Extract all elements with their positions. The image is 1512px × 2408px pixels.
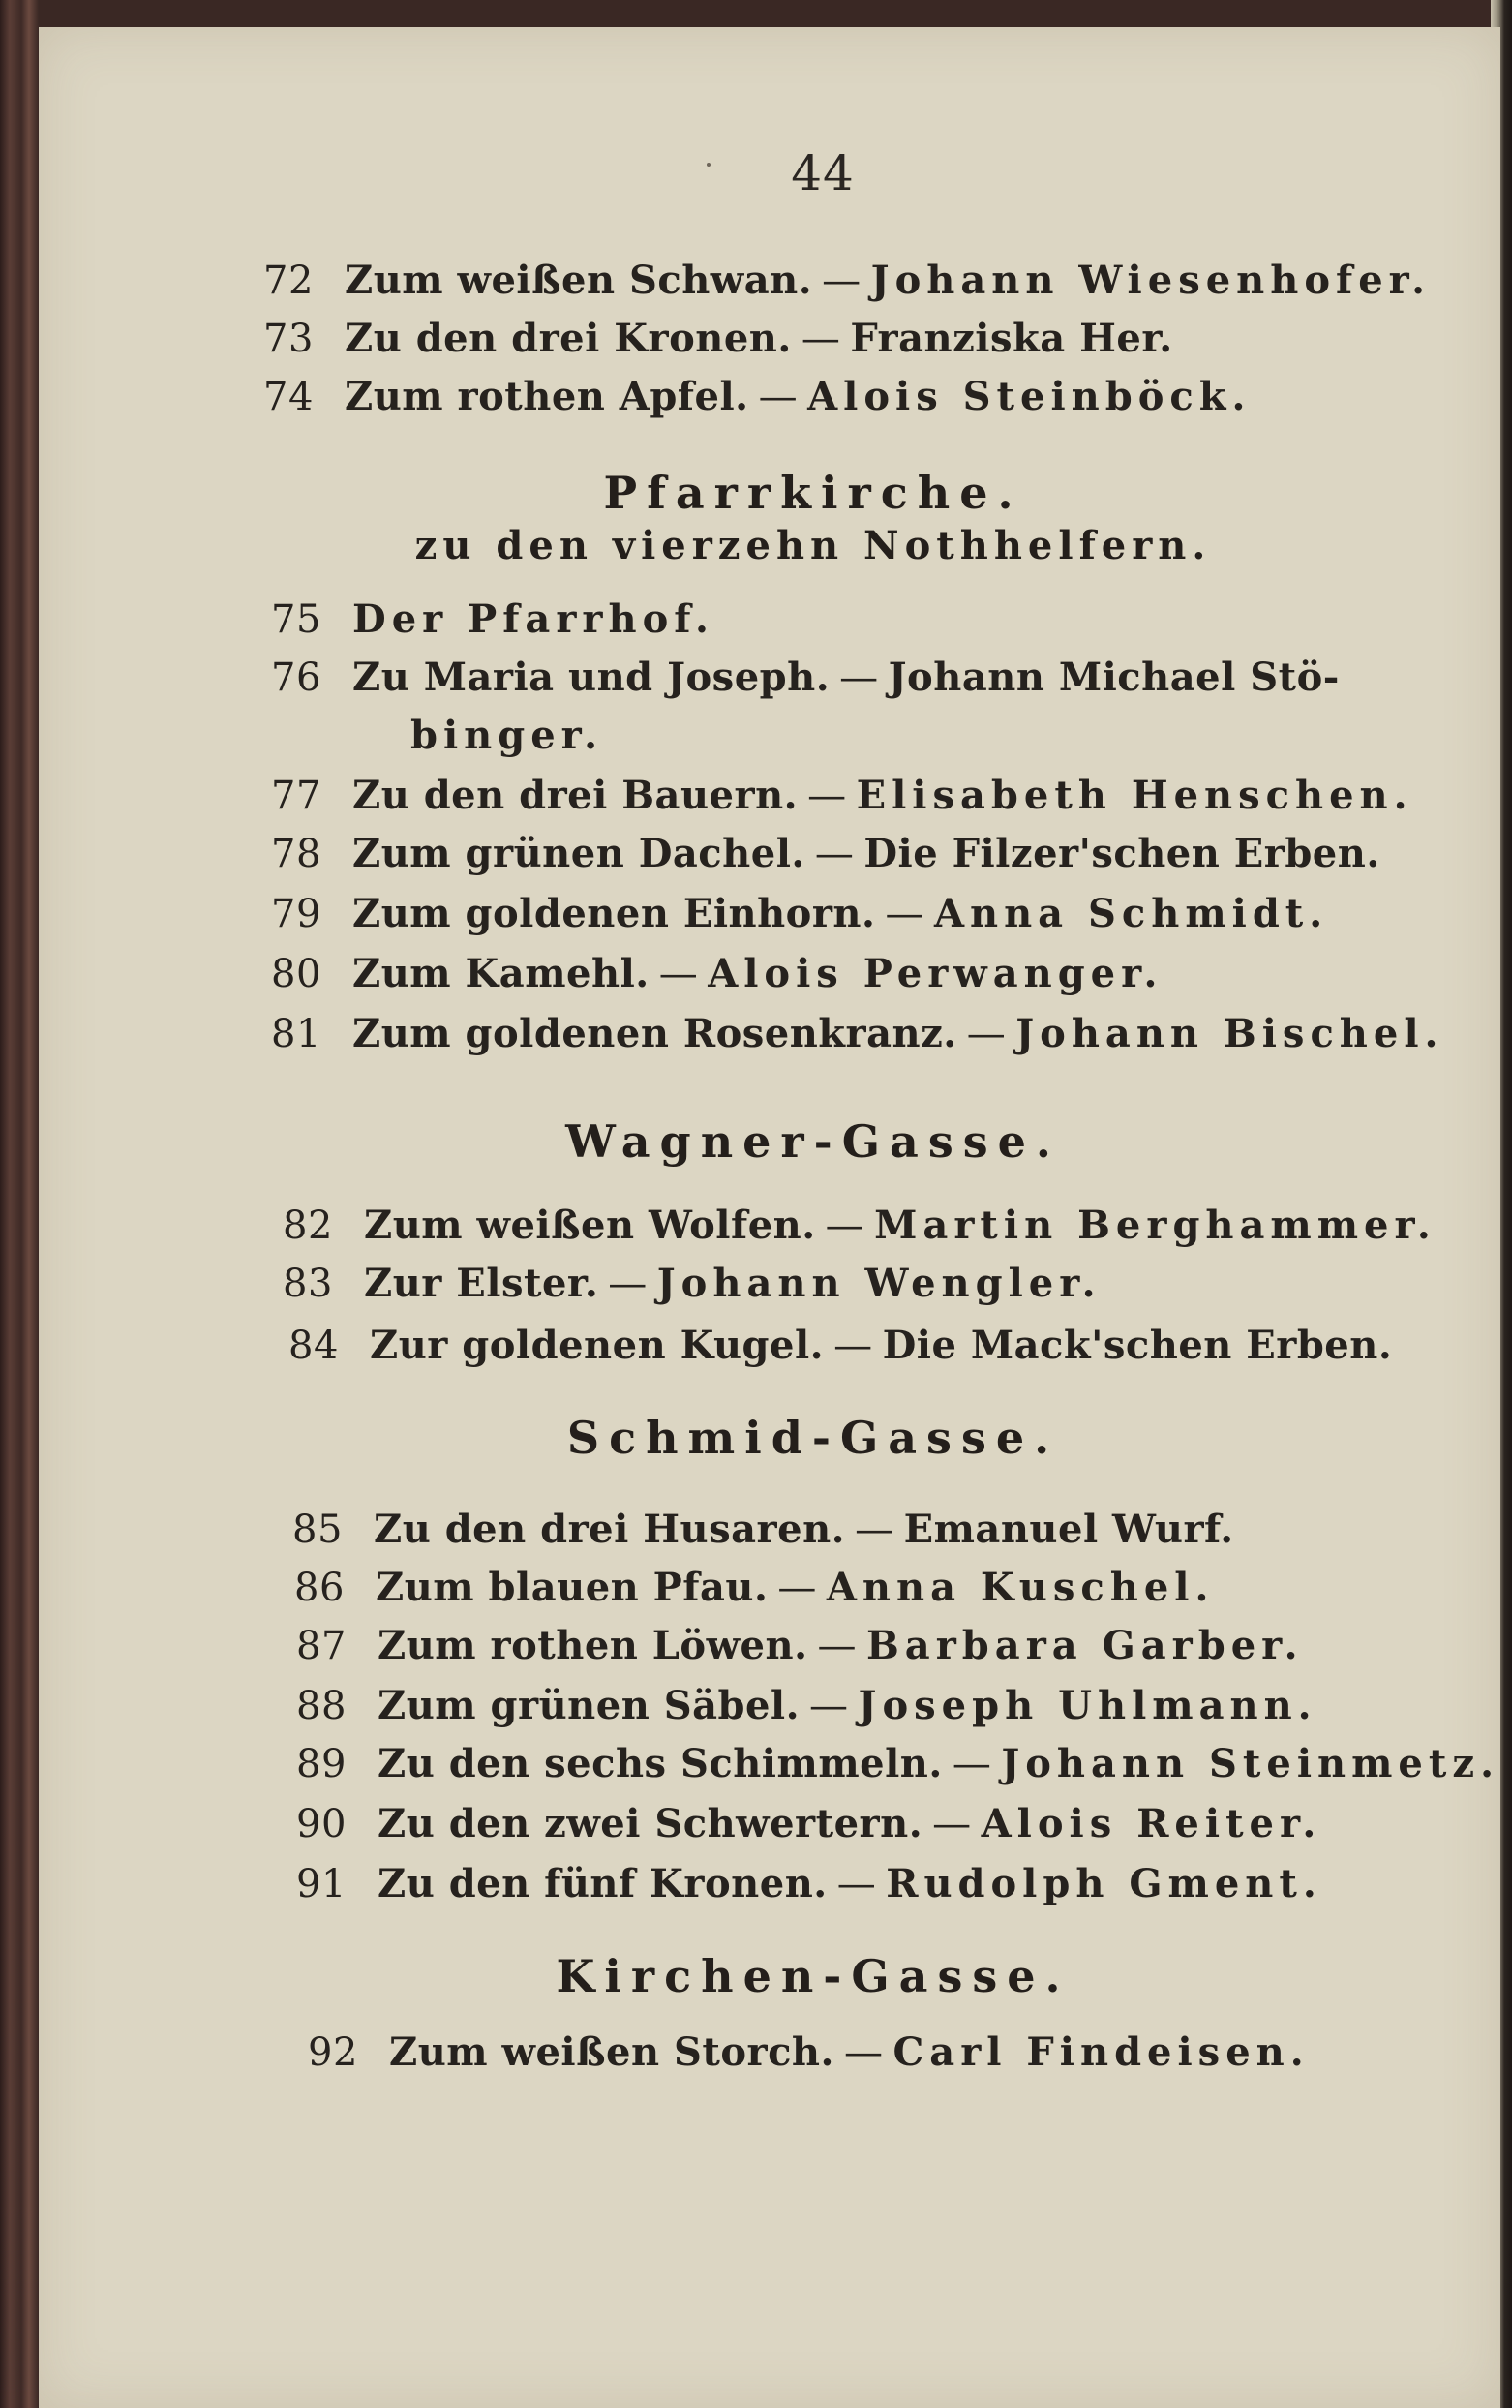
entry-dash: — <box>952 1742 992 1786</box>
entry-number: 92 <box>308 2030 358 2075</box>
house-owner: Anna Schmidt. <box>933 891 1329 936</box>
house-owner: Carl Findeisen. <box>892 2029 1310 2075</box>
entry-74 <box>263 370 1251 424</box>
entry-number: 81 <box>271 1012 321 1056</box>
house-owner: Barbara Garber. <box>866 1623 1304 1668</box>
house-sign: Zu den zwei Schwertern. <box>378 1801 923 1846</box>
entry-dash: — <box>809 1684 849 1728</box>
entry-92 <box>308 2026 1310 2080</box>
house-sign: Der Pfarrhof. <box>352 596 714 642</box>
entry-89 <box>296 1737 1499 1791</box>
house-sign: Zum grünen Säbel. <box>378 1683 801 1728</box>
entry-86 <box>294 1561 1214 1615</box>
entry-81 <box>271 1007 1443 1061</box>
house-owner: Johann Bischel. <box>1015 1011 1444 1056</box>
house-owner: Franziska Her. <box>850 316 1173 361</box>
entry-number: 75 <box>271 597 321 642</box>
entry-dash: — <box>822 259 862 303</box>
entry-number: 85 <box>292 1508 343 1552</box>
entry-number: 80 <box>271 952 321 996</box>
entry-76 <box>271 651 1340 705</box>
entry-dash: — <box>843 2030 884 2075</box>
house-owner: Johann Wengler. <box>656 1261 1102 1306</box>
entry-number: 91 <box>296 1862 347 1906</box>
entry-75 <box>271 593 714 647</box>
house-owner: Joseph Uhlmann. <box>858 1683 1317 1728</box>
entry-number: 73 <box>263 317 314 361</box>
house-sign: Zum weißen Wolfen. <box>364 1203 816 1248</box>
entry-number: 76 <box>271 655 321 700</box>
entry-dash: — <box>966 1012 1007 1056</box>
paper-speck <box>707 163 711 167</box>
entry-number: 88 <box>296 1684 347 1728</box>
entry-90 <box>296 1797 1321 1851</box>
house-owner: Johann Michael Stö- <box>888 655 1340 700</box>
entry-number: 77 <box>271 774 321 818</box>
entry-number: 72 <box>263 259 314 303</box>
house-owner: Elisabeth Henschen. <box>856 773 1413 818</box>
entry-dash: — <box>777 1566 817 1610</box>
entry-dash: — <box>814 832 855 876</box>
entry-number: 84 <box>288 1324 339 1368</box>
entry-dash: — <box>885 892 924 936</box>
house-owner: Johann Steinmetz. <box>1001 1741 1499 1786</box>
house-owner: Alois Reiter. <box>981 1801 1322 1846</box>
entry-number: 89 <box>296 1742 347 1786</box>
house-sign: Zum rothen Apfel. <box>345 374 749 419</box>
entry-88 <box>296 1679 1317 1733</box>
house-owner: Emanuel Wurf. <box>903 1507 1234 1552</box>
section-subheading-nothhelfern: zu den vierzehn Nothhelfern. <box>414 523 1212 568</box>
house-owner: Alois Perwanger. <box>708 951 1164 996</box>
house-sign: Zum grünen Dachel. <box>352 831 805 876</box>
entry-83 <box>283 1257 1102 1311</box>
house-owner: Alois Steinböck. <box>807 374 1252 419</box>
house-sign: Zur Elster. <box>364 1261 599 1306</box>
entry-87 <box>296 1619 1304 1673</box>
house-sign: Zum rothen Löwen. <box>378 1623 808 1668</box>
house-owner: Johann Wiesenhofer. <box>870 258 1431 303</box>
entry-number: 78 <box>271 832 321 876</box>
entry-72 <box>263 254 1431 308</box>
entry-number: 74 <box>263 375 314 419</box>
entry-dash: — <box>855 1508 894 1552</box>
house-sign: Zu den drei Husaren. <box>374 1507 846 1552</box>
entry-dash: — <box>758 375 799 419</box>
house-sign: Zu den fünf Kronen. <box>378 1861 828 1906</box>
house-owner: Die Mack'schen Erben. <box>882 1323 1393 1368</box>
house-sign: Zu Maria und Joseph. <box>352 655 831 700</box>
house-owner: Die Filzer'schen Erben. <box>863 831 1380 876</box>
section-heading-schmid-gasse: Schmid-Gasse. <box>566 1412 1060 1464</box>
house-sign: Zu den sechs Schimmeln. <box>378 1741 943 1786</box>
house-sign: Zum goldenen Einhorn. <box>352 891 876 936</box>
entry-80 <box>271 947 1163 1001</box>
house-sign: Zum weißen Schwan. <box>345 258 813 303</box>
house-sign: Zum weißen Storch. <box>389 2029 834 2075</box>
entry-78 <box>271 827 1380 881</box>
entry-dash: — <box>817 1624 857 1668</box>
entry-73 <box>263 312 1173 366</box>
entry-82 <box>283 1199 1436 1253</box>
entry-91 <box>296 1857 1322 1911</box>
entry-number: 83 <box>283 1262 333 1306</box>
house-owner: Anna Kuschel. <box>826 1565 1215 1610</box>
entry-number: 90 <box>296 1802 347 1846</box>
house-owner: Rudolph Gment. <box>886 1861 1322 1906</box>
entry-dash: — <box>932 1802 972 1846</box>
entry-dash: — <box>658 952 699 996</box>
house-owner: Martin Berghammer. <box>874 1203 1436 1248</box>
entry-85 <box>292 1503 1234 1557</box>
section-heading-wagner-gasse: Wagner-Gasse. <box>565 1115 1061 1168</box>
entry-number: 87 <box>296 1624 347 1668</box>
entry-dash: — <box>807 774 847 818</box>
house-sign: Zum blauen Pfau. <box>376 1565 769 1610</box>
entry-dash: — <box>801 317 841 361</box>
entry-dash: — <box>608 1262 648 1306</box>
entry-dash: — <box>839 655 879 700</box>
section-heading-kirchen-gasse: Kirchen-Gasse. <box>556 1950 1071 2002</box>
entry-79 <box>271 887 1328 941</box>
entry-number: 79 <box>271 892 321 936</box>
house-sign: Zum Kamehl. <box>352 951 650 996</box>
page-number: 44 <box>791 145 855 201</box>
entry-dash: — <box>825 1204 865 1248</box>
entry-number: 86 <box>294 1566 345 1610</box>
entry-76-continuation: binger. <box>410 713 603 758</box>
house-sign: Zu den drei Bauern. <box>352 773 799 818</box>
entry-77 <box>271 769 1413 823</box>
section-heading-pfarrkirche: Pfarrkirche. <box>603 467 1023 519</box>
house-sign: Zur goldenen Kugel. <box>370 1323 825 1368</box>
entry-dash: — <box>833 1324 873 1368</box>
entry-number: 82 <box>283 1204 333 1248</box>
house-sign: Zum goldenen Rosenkranz. <box>352 1011 957 1056</box>
entry-dash: — <box>836 1862 877 1906</box>
house-sign: Zu den drei Kronen. <box>345 316 792 361</box>
entry-84 <box>288 1319 1392 1373</box>
